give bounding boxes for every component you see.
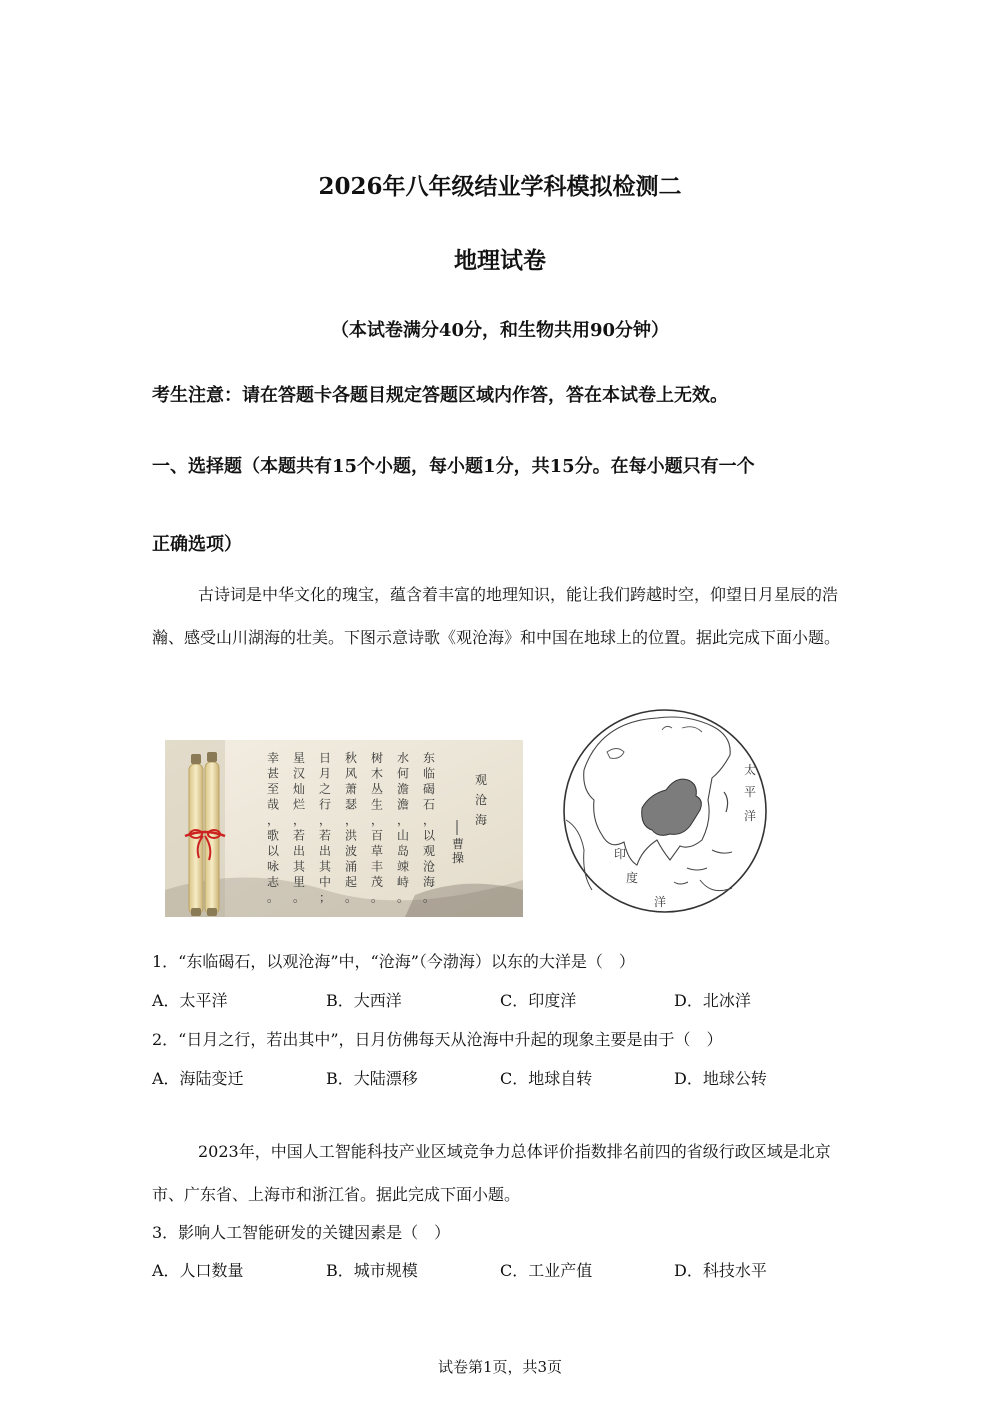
svg-text:木: 木	[371, 766, 384, 781]
label-pacific-ocean	[744, 762, 756, 823]
svg-text:涌: 涌	[345, 859, 358, 874]
svg-text:以: 以	[267, 844, 280, 858]
svg-text:水: 水	[397, 751, 410, 765]
exam-subject: 地理试卷	[454, 247, 546, 274]
svg-text:至: 至	[267, 782, 280, 796]
q1-option-d[interactable]: D．北冰洋	[674, 991, 751, 1010]
svg-text:，: ，	[267, 813, 280, 827]
svg-text:，: ，	[293, 813, 306, 827]
svg-text:萧: 萧	[345, 782, 358, 796]
poem-scroll-image	[165, 740, 523, 917]
svg-text:太: 太	[744, 763, 757, 777]
page-footer: 试卷第1页，共3页	[437, 1358, 563, 1376]
svg-text:岛: 岛	[397, 844, 410, 858]
svg-text:咏: 咏	[267, 859, 280, 874]
q2-option-a[interactable]: A．海陆变迁	[152, 1069, 244, 1088]
svg-text:临: 临	[423, 766, 436, 781]
svg-text:，: ，	[397, 813, 410, 827]
poem-column	[267, 751, 280, 905]
q1-option-c[interactable]: C．印度洋	[500, 991, 577, 1010]
svg-text:洪: 洪	[345, 828, 358, 843]
svg-text:茂: 茂	[371, 875, 384, 889]
question-3-stem: 3．影响人工智能研发的关键因素是（ ）	[152, 1223, 451, 1242]
svg-text:澹: 澹	[397, 797, 410, 812]
q3-option-a[interactable]: A．人口数量	[152, 1261, 244, 1280]
svg-text:瑟: 瑟	[345, 797, 358, 812]
svg-text:以: 以	[423, 828, 436, 843]
svg-text:观: 观	[423, 844, 436, 858]
svg-text:曹: 曹	[452, 837, 465, 851]
svg-text:风: 风	[345, 766, 358, 781]
poem-column	[319, 751, 332, 905]
svg-text:里: 里	[293, 875, 306, 889]
section-heading-line1: 一、选择题（本题共有15个小题，每小题1分，共15分。在每小题只有一个	[152, 456, 755, 477]
svg-text:沧: 沧	[423, 859, 436, 874]
svg-text:若: 若	[293, 828, 306, 843]
svg-text:度: 度	[626, 871, 639, 885]
poem-author	[452, 836, 464, 865]
q2-option-c[interactable]: C．地球自转	[500, 1069, 593, 1088]
svg-text:碣: 碣	[423, 782, 436, 796]
svg-text:。: 。	[345, 890, 358, 905]
svg-text:，: ，	[423, 813, 436, 827]
svg-text:洋: 洋	[744, 809, 757, 823]
svg-text:若: 若	[319, 828, 332, 843]
svg-text:峙: 峙	[397, 875, 410, 889]
svg-text:甚: 甚	[267, 766, 280, 781]
svg-text:。: 。	[267, 890, 280, 905]
svg-text:哉: 哉	[267, 797, 280, 812]
question-1-stem: 1．“东临碣石，以观沧海”中，“沧海”（今渤海）以东的大洋是（ ）	[152, 952, 635, 971]
svg-text:丰: 丰	[371, 859, 384, 874]
svg-text:出: 出	[319, 844, 332, 858]
svg-text:生: 生	[371, 797, 384, 812]
q1-option-a[interactable]: A．太平洋	[152, 991, 228, 1010]
passage-ai: 2023年，中国人工智能科技产业区域竞争力总体评价指数排名前四的省级行政区域是北京市、广东省、上海市和浙江省。据此完成下面小题。	[152, 1142, 831, 1204]
svg-text:竦: 竦	[397, 859, 410, 874]
svg-text:日: 日	[319, 751, 332, 765]
q3-option-d[interactable]: D．科技水平	[674, 1261, 767, 1280]
q3-option-b[interactable]: B．城市规模	[326, 1261, 418, 1280]
svg-text:歌: 歌	[267, 828, 280, 843]
q2-option-d[interactable]: D．地球公转	[674, 1069, 767, 1088]
candidate-notice: 考生注意：请在答题卡各题目规定答题区域内作答，答在本试卷上无效。	[152, 385, 728, 406]
svg-text:。: 。	[423, 890, 436, 905]
svg-text:起: 起	[345, 875, 358, 889]
svg-text:其: 其	[319, 859, 332, 874]
q3-option-c[interactable]: C．工业产值	[500, 1261, 593, 1280]
svg-text:月: 月	[319, 766, 332, 781]
svg-text:澹: 澹	[397, 782, 410, 796]
poem-column	[293, 751, 306, 905]
svg-text:东: 东	[423, 751, 436, 765]
svg-text:何: 何	[397, 766, 410, 781]
svg-text:之: 之	[319, 782, 332, 796]
svg-text:丛: 丛	[371, 782, 384, 796]
svg-text:海: 海	[423, 875, 436, 889]
svg-text:志: 志	[267, 875, 280, 889]
svg-text:操: 操	[452, 851, 465, 865]
svg-text:百: 百	[371, 828, 384, 843]
svg-text:；: ；	[319, 890, 332, 905]
q1-option-b[interactable]: B．大西洋	[326, 991, 402, 1010]
svg-text:。: 。	[371, 890, 384, 905]
svg-text:平: 平	[744, 785, 757, 799]
svg-text:石: 石	[423, 797, 436, 812]
exam-scope-note: （本试卷满分40分，和生物共用90分钟）	[330, 320, 670, 341]
svg-text:其: 其	[293, 859, 306, 874]
globe-china-image	[562, 700, 768, 918]
svg-text:山: 山	[397, 828, 410, 843]
section-heading-line2: 正确选项）	[152, 534, 242, 555]
svg-text:海: 海	[475, 813, 488, 827]
svg-text:树: 树	[371, 751, 384, 765]
svg-text:，: ，	[319, 813, 332, 827]
passage-poetry: 古诗词是中华文化的瑰宝，蕴含着丰富的地理知识，能让我们跨越时空，仰望日月星辰的浩瀚、感受山川湖海的壮美。下图示意诗歌《观沧海》和中国在地球上的位置。据此完成下面小题。	[152, 585, 841, 647]
svg-text:印: 印	[614, 847, 627, 861]
question-2-stem: 2．“日月之行，若出其中”，日月仿佛每天从沧海中升起的现象主要是由于（ ）	[152, 1030, 723, 1049]
svg-text:汉: 汉	[293, 766, 306, 781]
svg-text:行: 行	[319, 797, 332, 812]
svg-text:，: ，	[371, 813, 384, 827]
svg-text:灿: 灿	[293, 782, 306, 796]
svg-text:星: 星	[293, 751, 306, 765]
svg-text:观: 观	[475, 773, 488, 787]
svg-text:出: 出	[293, 844, 306, 858]
svg-text:波: 波	[345, 844, 358, 858]
svg-text:，: ，	[345, 813, 358, 827]
poem-column	[423, 751, 436, 905]
svg-text:。: 。	[397, 890, 410, 905]
q2-option-b[interactable]: B．大陆漂移	[326, 1069, 418, 1088]
svg-text:草: 草	[371, 844, 384, 858]
svg-text:秋: 秋	[345, 751, 358, 765]
svg-text:烂: 烂	[293, 797, 306, 812]
svg-text:。: 。	[293, 890, 306, 905]
exam-title: 2026年八年级结业学科模拟检测二	[318, 173, 682, 200]
svg-text:洋: 洋	[654, 895, 667, 909]
poem-title	[475, 773, 487, 827]
svg-text:幸: 幸	[267, 751, 280, 765]
svg-text:沧: 沧	[475, 793, 488, 807]
svg-text:中: 中	[319, 875, 332, 889]
